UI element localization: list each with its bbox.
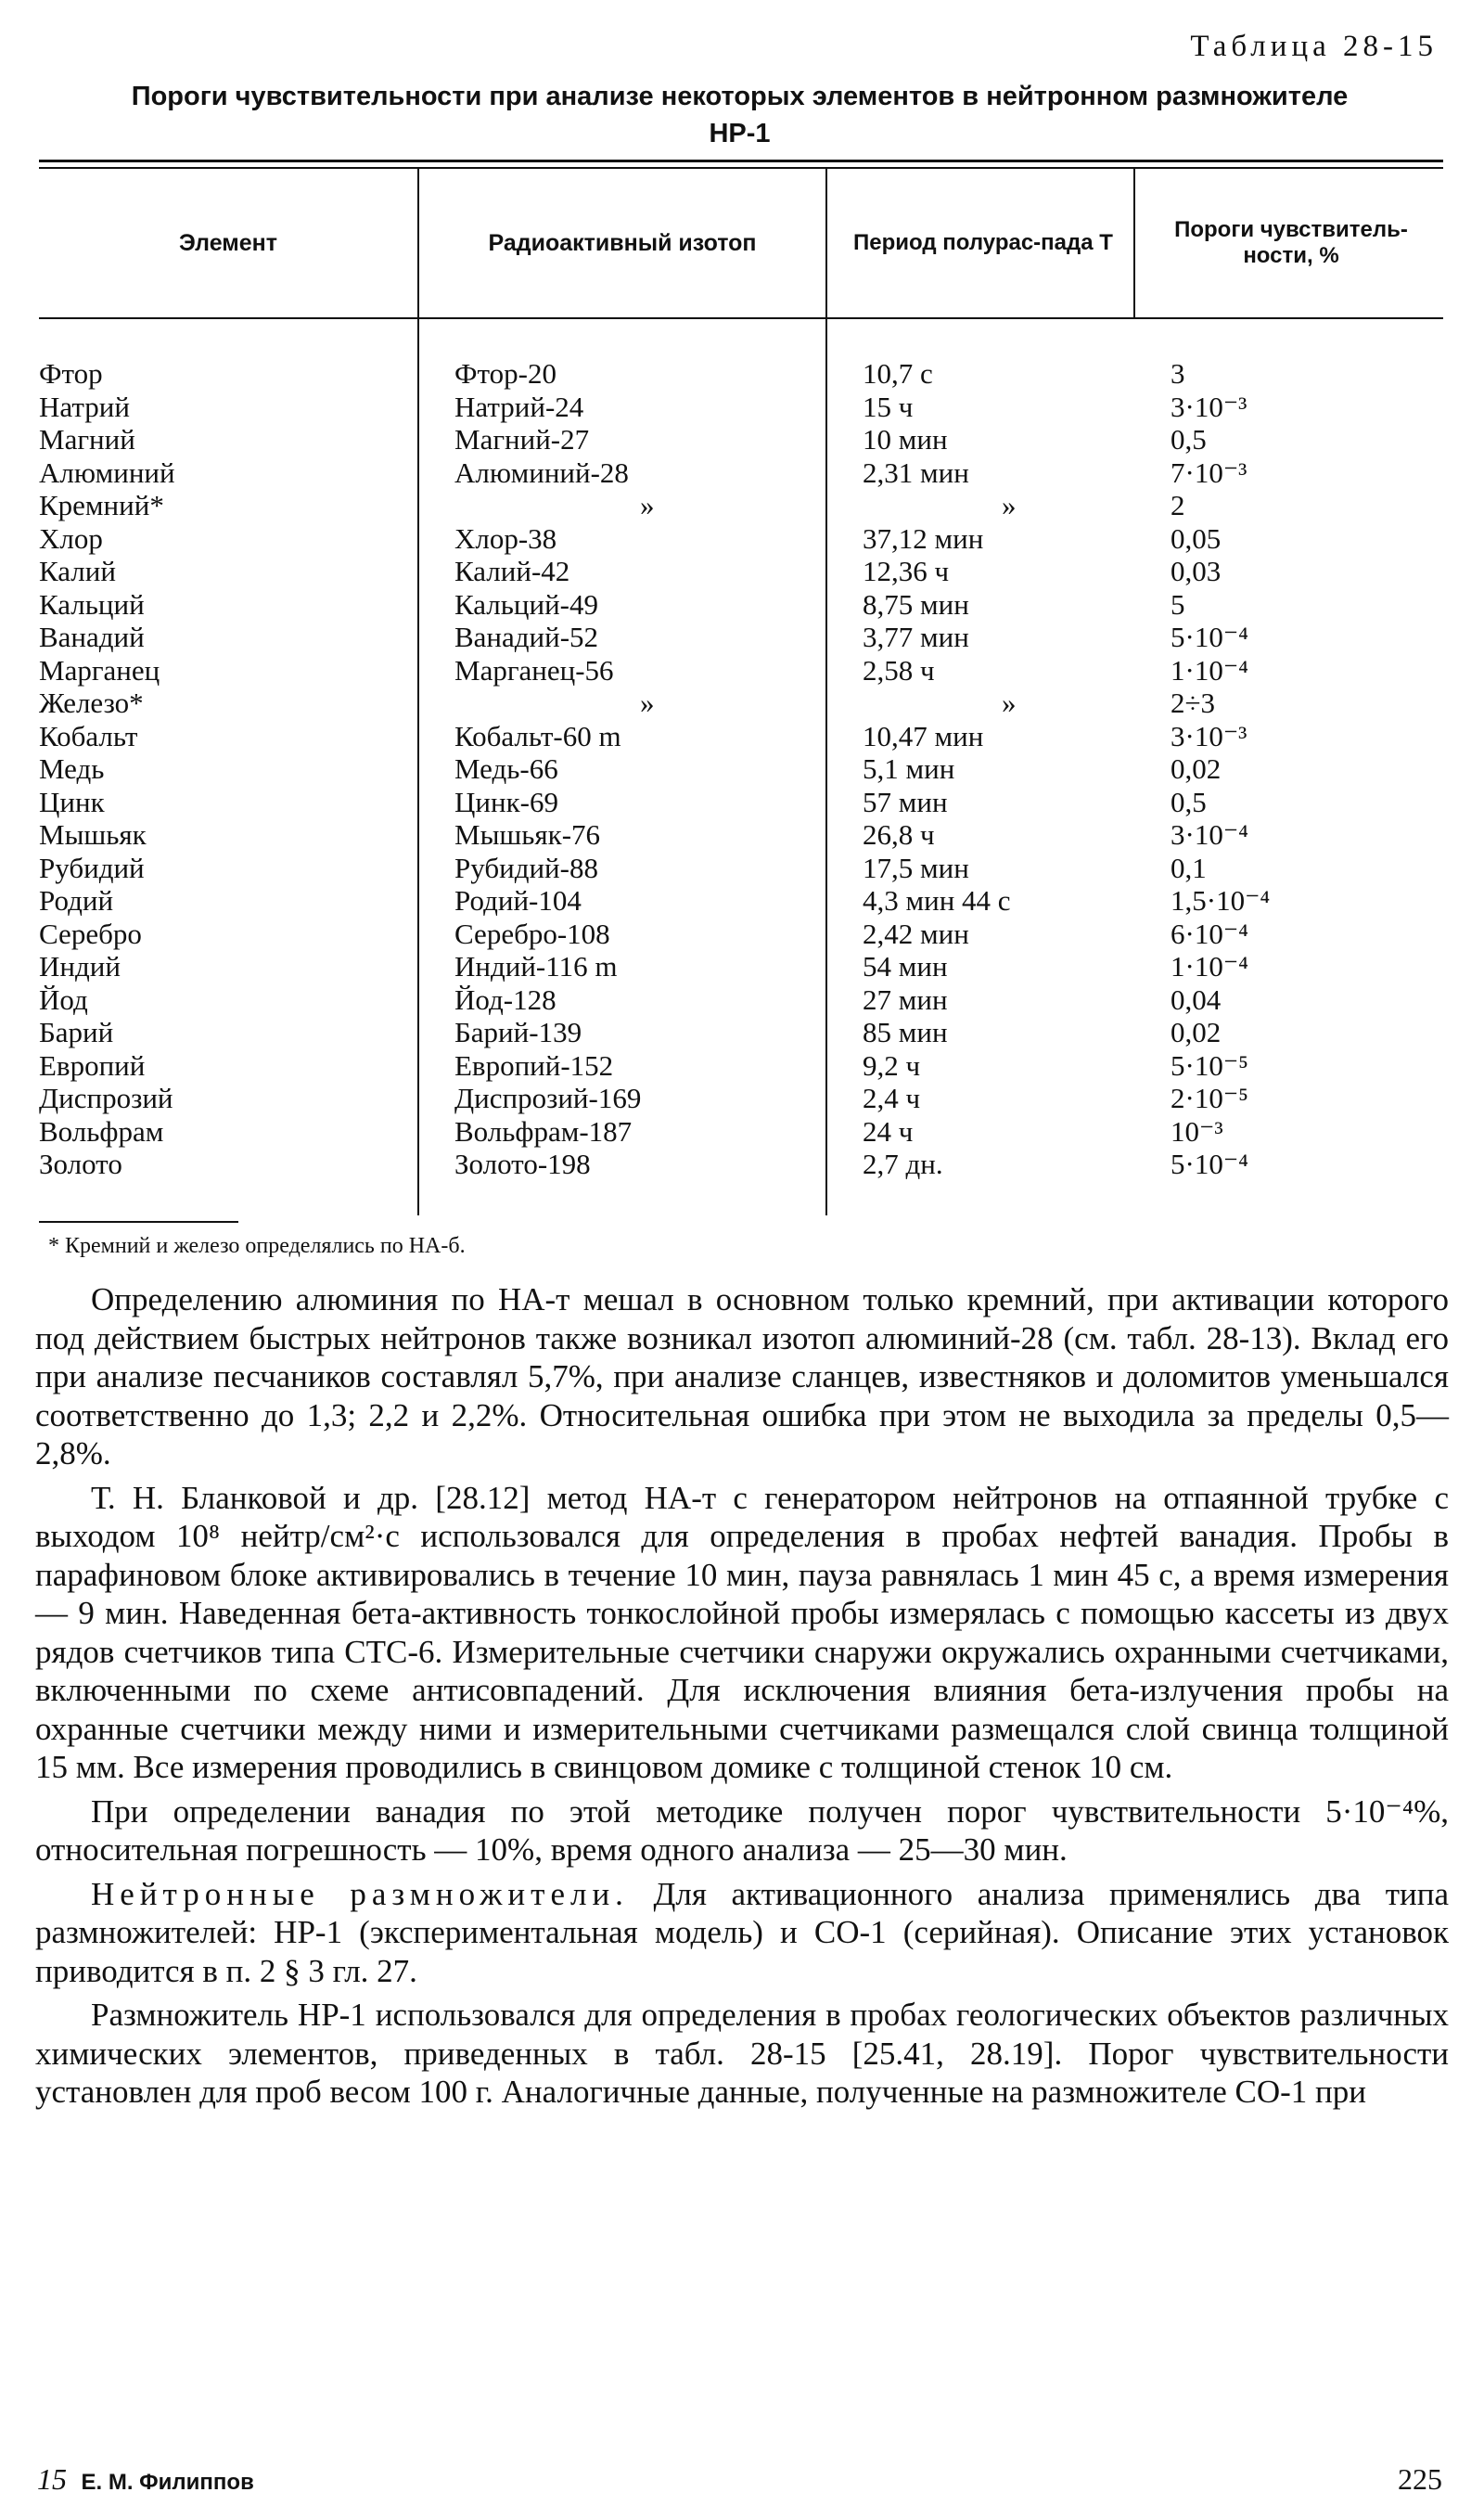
paragraph: При определении ванадия по этой методике получен порог чувствительности 5·10⁻⁴%, относительная погрешность — 10%, время одного анализа — 25—30 мин. (35, 1792, 1449, 1868)
cell-threshold: 5·10⁻⁴ (1171, 1148, 1248, 1180)
cell-threshold: 3·10⁻³ (1171, 390, 1247, 423)
cell-threshold: 3 (1171, 357, 1185, 390)
cell-element: Кобальт (39, 719, 138, 752)
cell-threshold: 5 (1171, 587, 1185, 621)
column-halflife (863, 357, 1017, 1181)
cell-element: Кальций (39, 587, 145, 621)
paragraph: Размножитель НР-1 использовался для определения в пробах геологических объектов различных химических элементов, приведенных в табл. 28-15 [25.41, 28.19]. Порог чувствительности установлен для проб весом 100 г. Аналогичные данные, полученные на размножителе СО-1 при (35, 1997, 1449, 2110)
signature-mark: 15 (37, 2462, 67, 2496)
col-divider-1 (417, 167, 419, 1215)
cell-halflife: 27 мин (863, 983, 948, 1016)
cell-isotope: Ванадий-52 (454, 621, 599, 653)
cell-isotope: » (640, 489, 655, 521)
cell-element: Золото (39, 1148, 122, 1180)
cell-halflife: 5,1 мин (863, 752, 955, 785)
cell-threshold: 0,02 (1171, 752, 1222, 785)
cell-isotope: Барий-139 (454, 1016, 582, 1048)
cell-threshold: 0,04 (1171, 983, 1222, 1016)
table-footnote: * Кремний и железо определялись по НА-б. (48, 1234, 466, 1258)
table-title (28, 78, 1452, 152)
cell-threshold: 3·10⁻³ (1171, 719, 1247, 752)
header-halflife: Период полурас-пада T (853, 230, 1113, 255)
cell-halflife: 10,7 с (863, 357, 933, 390)
cell-element: Цинк (39, 785, 105, 818)
cell-element: Диспрозий (39, 1082, 173, 1114)
cell-element: Родий (39, 884, 114, 917)
cell-element: Серебро (39, 917, 142, 950)
cell-halflife: 24 ч (863, 1114, 914, 1148)
cell-element: Марганец (39, 653, 160, 687)
cell-halflife: 3,77 мин (863, 621, 969, 653)
table-bottom-rule (39, 1221, 238, 1223)
cell-threshold: 0,03 (1171, 555, 1222, 587)
cell-threshold: 7·10⁻³ (1171, 456, 1247, 489)
table-number: Таблица 28-15 (1190, 30, 1438, 63)
cell-element: Железо* (39, 687, 144, 719)
paragraph: Т. Н. Бланковой и др. [28.12] метод НА-т с генератором нейтронов на отпаянной трубке с выходом 10⁸ нейтр/см²·с использовался для определения в пробах нефтей ванадия. Пробы в парафиновом блоке активировались в течение 10 мин, пауза равнялась 1 мин 45 с, а время измерения — 9 мин. Наведенная бета-активность тонкослойной пробы измерялась с помощью кассеты из двух рядов счетчиков типа СТС-6. Измерительные счетчики снаружи окружались охранными счетчиками, включенными по схеме антисовпадений. Для исключения влияния бета-излучения пробы на охранные счетчики между ними и измерительными счетчиками размещался слой свинца толщиной 15 мм. Все измерения проводились в свинцовом домике с толщиной стенок 10 см. (35, 1479, 1449, 1785)
cell-threshold: 1·10⁻⁴ (1171, 950, 1248, 983)
cell-halflife: 17,5 мин (863, 851, 969, 884)
column-threshold (1171, 357, 1270, 1181)
table-top-rule (39, 160, 1443, 162)
cell-isotope: Рубидий-88 (454, 851, 598, 884)
paragraph: Определению алюминия по НА-т мешал в основном только кремний, при активации которого под действием быстрых нейтронов также возникал изотоп алюминий-28 (см. табл. 28-13). Вклад его при анализе песчаников составлял 5,7%, при анализе сланцев, известняков и доломитов уменьшался соответственно до 1,3; 2,2 и 2,2%. Относительная ошибка при этом не выходила за пределы 0,5—2,8%. (35, 1281, 1449, 1471)
cell-threshold: 0,02 (1171, 1016, 1222, 1048)
cell-halflife: 2,7 дн. (863, 1148, 943, 1180)
cell-element: Мышьяк (39, 818, 147, 851)
cell-isotope: Вольфрам-187 (454, 1114, 633, 1148)
cell-isotope: Фтор-20 (454, 357, 556, 390)
cell-isotope: Индий-116 m (454, 950, 618, 983)
cell-isotope: Медь-66 (454, 752, 558, 785)
paragraph (35, 1875, 1449, 1991)
cell-element: Йод (39, 983, 88, 1016)
cell-threshold: 0,5 (1171, 785, 1207, 818)
cell-halflife: » (1002, 687, 1017, 719)
cell-threshold: 0,5 (1171, 423, 1207, 456)
cell-halflife: 26,8 ч (863, 818, 935, 851)
cell-threshold: 1,5·10⁻⁴ (1171, 884, 1271, 917)
cell-halflife: » (1002, 489, 1017, 521)
cell-halflife: 10,47 мин (863, 719, 984, 752)
cell-element: Натрий (39, 390, 130, 423)
cell-isotope: Марганец-56 (454, 653, 614, 687)
cell-threshold: 3·10⁻⁴ (1171, 818, 1248, 851)
cell-isotope: Йод-128 (454, 983, 556, 1016)
cell-isotope: Калий-42 (454, 555, 570, 587)
author-name: Е. М. Филиппов (81, 2470, 254, 2495)
cell-threshold: 5·10⁻⁴ (1171, 621, 1248, 653)
cell-element: Медь (39, 752, 105, 785)
cell-halflife: 15 ч (863, 390, 914, 423)
cell-element: Калий (39, 555, 116, 587)
cell-halflife: 37,12 мин (863, 521, 984, 555)
cell-isotope: Золото-198 (454, 1148, 591, 1180)
cell-isotope: Серебро-108 (454, 917, 610, 950)
table-header-rule (39, 317, 1443, 319)
cell-halflife: 54 мин (863, 950, 948, 983)
header-isotope: Радиоактивный изотоп (488, 230, 757, 256)
cell-isotope: Диспрозий-169 (454, 1082, 642, 1114)
cell-halflife: 2,42 мин (863, 917, 969, 950)
cell-isotope: Кобальт-60 m (454, 719, 621, 752)
cell-halflife: 2,4 ч (863, 1082, 921, 1114)
cell-element: Барий (39, 1016, 114, 1048)
cell-element: Кремний* (39, 489, 164, 521)
cell-halflife: 4,3 мин 44 с (863, 884, 1011, 917)
cell-threshold: 6·10⁻⁴ (1171, 917, 1248, 950)
cell-element: Фтор (39, 357, 103, 390)
cell-element: Европий (39, 1048, 146, 1082)
cell-halflife: 12,36 ч (863, 555, 950, 587)
cell-threshold: 2 (1171, 489, 1185, 521)
col-divider-3 (1133, 167, 1135, 317)
cell-element: Индий (39, 950, 121, 983)
cell-element: Рубидий (39, 851, 145, 884)
cell-threshold: 2÷3 (1171, 687, 1216, 719)
cell-halflife: 9,2 ч (863, 1048, 921, 1082)
cell-isotope: Магний-27 (454, 423, 590, 456)
cell-halflife: 85 мин (863, 1016, 948, 1048)
cell-isotope: Натрий-24 (454, 390, 584, 423)
cell-isotope: Цинк-69 (454, 785, 558, 818)
cell-element: Магний (39, 423, 135, 456)
cell-threshold: 10⁻³ (1171, 1114, 1223, 1148)
col-divider-2 (825, 167, 827, 1215)
cell-element: Ванадий (39, 621, 145, 653)
cell-threshold: 1·10⁻⁴ (1171, 653, 1248, 687)
header-element: Элемент (178, 230, 278, 256)
cell-isotope: Алюминий-28 (454, 456, 629, 489)
cell-element: Алюминий (39, 456, 175, 489)
footer-signature-line (37, 2462, 254, 2497)
cell-isotope: Европий-152 (454, 1048, 614, 1082)
cell-isotope: Хлор-38 (454, 521, 557, 555)
cell-isotope: Родий-104 (454, 884, 582, 917)
column-element (39, 357, 175, 1181)
cell-halflife: 2,58 ч (863, 653, 935, 687)
cell-halflife: 57 мин (863, 785, 948, 818)
cell-halflife: 10 мин (863, 423, 948, 456)
paragraph-text: Для активационного анализа применялись два типа размножителей: НР-1 (экспериментальная модель) и СО-1 (серийная). Описание этих установок приводится в п. 2 § 3 гл. 27. (35, 1875, 1449, 1989)
cell-element: Хлор (39, 521, 103, 555)
header-threshold: Пороги чувствитель-ности, % (1174, 217, 1408, 268)
cell-isotope: Мышьяк-76 (454, 818, 601, 851)
cell-isotope: Кальций-49 (454, 587, 598, 621)
table-title-line1: Пороги чувствительности при анализе некоторых элементов в нейтронном размножителе (131, 82, 1349, 111)
cell-halflife: 8,75 мин (863, 587, 969, 621)
cell-threshold: 2·10⁻⁵ (1171, 1082, 1248, 1114)
cell-threshold: 5·10⁻⁵ (1171, 1048, 1248, 1082)
section-heading: Нейтронные размножители. (91, 1875, 629, 1912)
page-number: 225 (1398, 2462, 1442, 2496)
table-title-line2: НР-1 (709, 119, 771, 148)
cell-isotope: » (640, 687, 655, 719)
cell-threshold: 0,1 (1171, 851, 1207, 884)
cell-element: Вольфрам (39, 1114, 164, 1148)
column-isotope (454, 357, 655, 1181)
body-text (35, 1280, 1449, 2117)
cell-threshold: 0,05 (1171, 521, 1222, 555)
cell-halflife: 2,31 мин (863, 456, 969, 489)
